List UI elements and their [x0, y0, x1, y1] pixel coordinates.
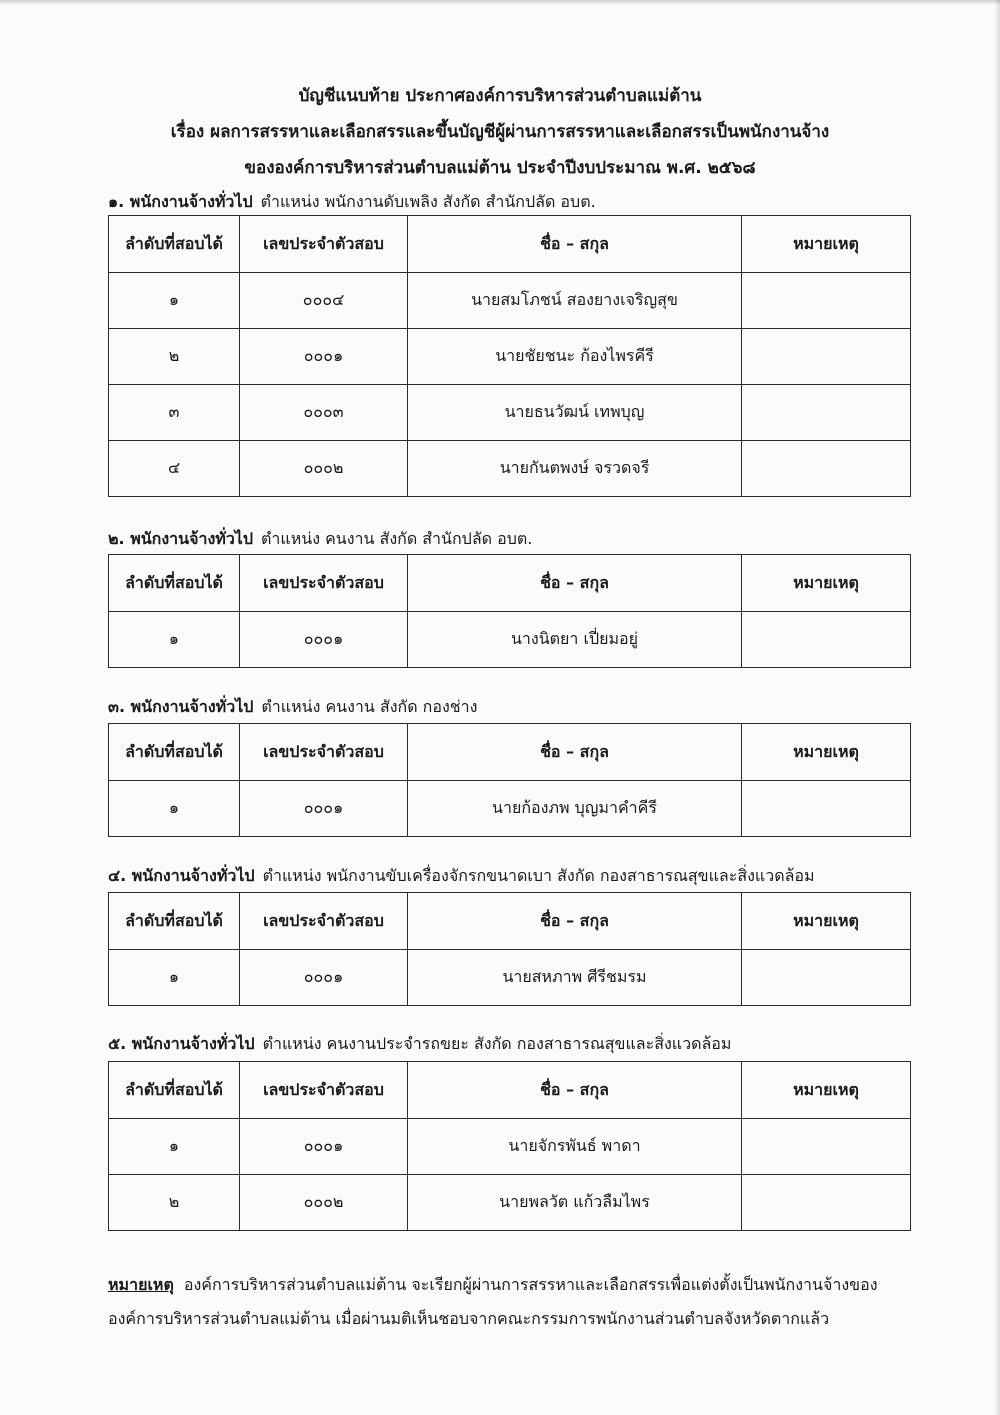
remark-cell: [742, 385, 911, 441]
col-exam-id-header: เลขประจำตัวสอบ: [240, 724, 408, 781]
table-row: [109, 441, 911, 497]
section-2-position: ตำแหน่ง คนงาน สังกัด สำนักปลัด อบต.: [261, 529, 533, 548]
table-header-row: [109, 555, 911, 612]
rank-cell: ๔: [109, 441, 240, 497]
exam-id-cell: ๐๐๐๑: [240, 950, 408, 1006]
exam-id-cell: ๐๐๐๒: [240, 441, 408, 497]
remark-cell: [742, 1175, 911, 1231]
col-remark-header: หมายเหตุ: [742, 893, 911, 950]
col-exam-id-header: เลขประจำตัวสอบ: [240, 1062, 408, 1119]
exam-id-cell: ๐๐๐๑: [240, 781, 408, 837]
remark-cell: [742, 950, 911, 1006]
section-3-title: [108, 695, 477, 720]
section-4-title: [108, 864, 815, 889]
table-header-row: [109, 893, 911, 950]
exam-id-cell: ๐๐๐๒: [240, 1175, 408, 1231]
section-3-lead: ๓. พนักงานจ้างทั่วไป: [108, 697, 254, 716]
rank-cell: ๑: [109, 1119, 240, 1175]
section-1-position: ตำแหน่ง พนักงานดับเพลิง สังกัด สำนักปลัด อบต.: [260, 192, 596, 211]
section-5-lead: ๕. พนักงานจ้างทั่วไป: [108, 1034, 255, 1053]
table-row: [109, 1175, 911, 1231]
name-cell: นายพลวัต แก้วลืมไพร: [408, 1175, 742, 1231]
col-remark-header: หมายเหตุ: [742, 724, 911, 781]
section-2-lead: ๒. พนักงานจ้างทั่วไป: [108, 529, 254, 548]
col-name-header: ชื่อ – สกุล: [408, 216, 742, 273]
name-cell: นายกันตพงษ์ จรวดจรี: [408, 441, 742, 497]
section-5-title: [108, 1032, 731, 1057]
table-row: [109, 1119, 911, 1175]
section-3-table: [108, 723, 911, 837]
col-rank-header: ลำดับที่สอบได้: [109, 724, 240, 781]
remark-text-1: องค์การบริหารส่วนตำบลแม่ต้าน จะเรียกผู้ผ่านการสรรหาและเลือกสรรเพื่อแต่งตั้งเป็นพนักงานจ้างของ: [183, 1275, 878, 1294]
section-5-table: [108, 1061, 911, 1231]
col-exam-id-header: เลขประจำตัวสอบ: [240, 893, 408, 950]
remark-cell: [742, 612, 911, 668]
remark-line-1: [108, 1268, 918, 1302]
exam-id-cell: ๐๐๐๔: [240, 273, 408, 329]
col-remark-header: หมายเหตุ: [742, 216, 911, 273]
rank-cell: ๓: [109, 385, 240, 441]
document-header: [0, 78, 1000, 186]
section-1-title: [108, 190, 596, 215]
table-row: [109, 950, 911, 1006]
col-rank-header: ลำดับที่สอบได้: [109, 893, 240, 950]
section-1-table: [108, 215, 911, 497]
exam-id-cell: ๐๐๐๑: [240, 329, 408, 385]
exam-id-cell: ๐๐๐๑: [240, 612, 408, 668]
remark-cell: [742, 781, 911, 837]
section-3-position: ตำแหน่ง คนงาน สังกัด กองช่าง: [261, 697, 478, 716]
name-cell: นายจักรพันธ์ พาดา: [408, 1119, 742, 1175]
col-rank-header: ลำดับที่สอบได้: [109, 1062, 240, 1119]
name-cell: นายสมโภชน์ สองยางเจริญสุข: [408, 273, 742, 329]
table-row: [109, 612, 911, 668]
name-cell: นางนิตยา เปี่ยมอยู่: [408, 612, 742, 668]
remark-label: หมายเหตุ: [108, 1275, 174, 1294]
exam-id-cell: ๐๐๐๓: [240, 385, 408, 441]
section-4-table: [108, 892, 911, 1006]
remark-note: [108, 1268, 918, 1336]
rank-cell: ๑: [109, 273, 240, 329]
remark-cell: [742, 1119, 911, 1175]
rank-cell: ๒: [109, 1175, 240, 1231]
remark-cell: [742, 441, 911, 497]
table-row: [109, 329, 911, 385]
section-2-table: [108, 554, 911, 668]
table-row: [109, 781, 911, 837]
col-name-header: ชื่อ – สกุล: [408, 1062, 742, 1119]
header-line-1: บัญชีแนบท้าย ประกาศองค์การบริหารส่วนตำบลแม่ต้าน: [298, 86, 702, 106]
remark-cell: [742, 329, 911, 385]
col-remark-header: หมายเหตุ: [742, 1062, 911, 1119]
remark-line-2: องค์การบริหารส่วนตำบลแม่ต้าน เมื่อผ่านมติเห็นชอบจากคณะกรรมการพนักงานส่วนตำบลจังหวัดตากแล้ว: [108, 1309, 830, 1328]
section-1-lead: ๑. พนักงานจ้างทั่วไป: [108, 192, 253, 211]
name-cell: นายชัยชนะ ก้องไพรคีรี: [408, 329, 742, 385]
col-rank-header: ลำดับที่สอบได้: [109, 555, 240, 612]
rank-cell: ๒: [109, 329, 240, 385]
section-4-position: ตำแหน่ง พนักงานขับเครื่องจักรกขนาดเบา สังกัด กองสาธารณสุขและสิ่งแวดล้อม: [262, 866, 815, 885]
remark-cell: [742, 273, 911, 329]
col-exam-id-header: เลขประจำตัวสอบ: [240, 555, 408, 612]
section-5-position: ตำแหน่ง คนงานประจำรถขยะ สังกัด กองสาธารณสุขและสิ่งแวดล้อม: [262, 1034, 732, 1053]
name-cell: นายธนวัฒน์ เทพบุญ: [408, 385, 742, 441]
name-cell: นายสหภาพ ศีรีชมรม: [408, 950, 742, 1006]
rank-cell: ๑: [109, 612, 240, 668]
header-line-2: เรื่อง ผลการสรรหาและเลือกสรรและขึ้นบัญชีผู้ผ่านการสรรหาและเลือกสรรเป็นพนักงานจ้าง: [170, 122, 830, 142]
col-name-header: ชื่อ – สกุล: [408, 555, 742, 612]
col-name-header: ชื่อ – สกุล: [408, 724, 742, 781]
col-remark-header: หมายเหตุ: [742, 555, 911, 612]
section-2-title: [108, 527, 532, 552]
header-line-3: ขององค์การบริหารส่วนตำบลแม่ต้าน ประจำปีงบประมาณ พ.ศ. ๒๕๖๘: [244, 158, 756, 178]
table-header-row: [109, 724, 911, 781]
exam-id-cell: ๐๐๐๑: [240, 1119, 408, 1175]
scan-edge-shadow: [994, 0, 1000, 1415]
col-rank-header: ลำดับที่สอบได้: [109, 216, 240, 273]
section-4-lead: ๔. พนักงานจ้างทั่วไป: [108, 866, 255, 885]
name-cell: นายก้องภพ บุญมาคำคีรี: [408, 781, 742, 837]
rank-cell: ๑: [109, 781, 240, 837]
table-row: [109, 385, 911, 441]
col-name-header: ชื่อ – สกุล: [408, 893, 742, 950]
col-exam-id-header: เลขประจำตัวสอบ: [240, 216, 408, 273]
table-header-row: [109, 1062, 911, 1119]
rank-cell: ๑: [109, 950, 240, 1006]
table-header-row: [109, 216, 911, 273]
scan-top-shadow: [0, 0, 1000, 5]
table-row: [109, 273, 911, 329]
